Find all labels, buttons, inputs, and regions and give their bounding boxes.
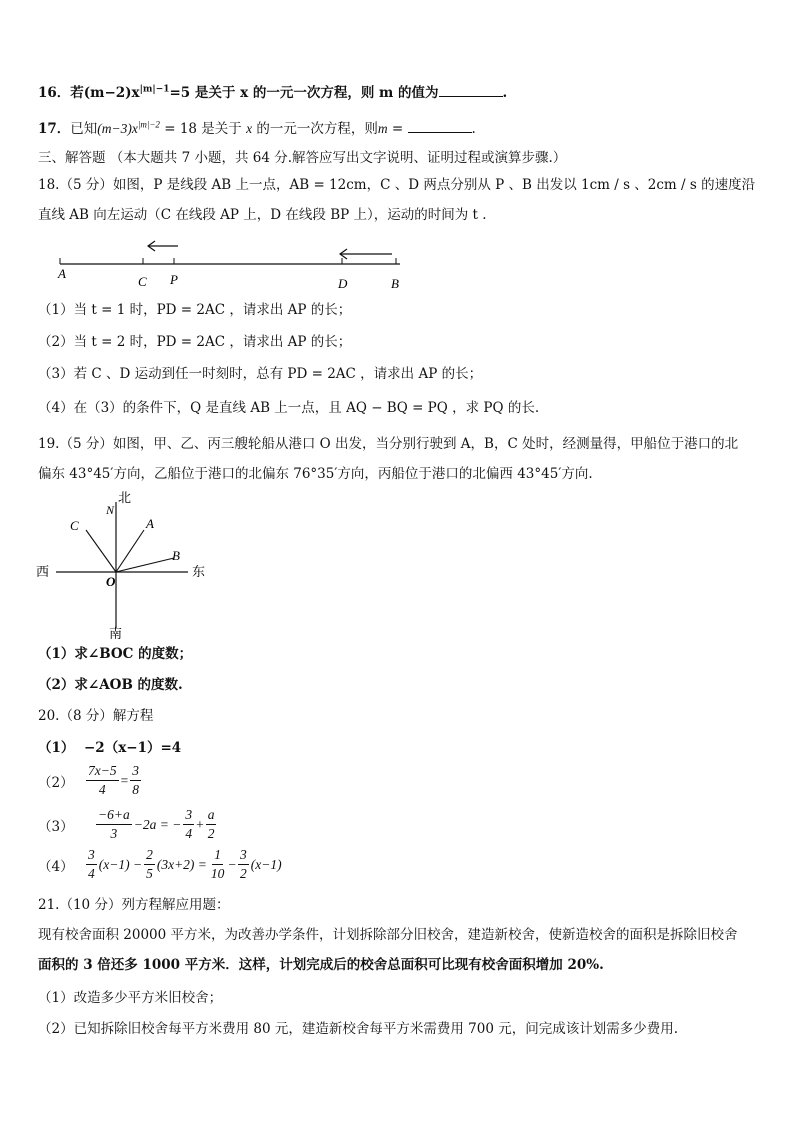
q21-part-2: （2）已知拆除旧校舍每平方米费用 80 元，建造新校舍每平方米需费用 700 元，问完成该计划需多少费用. (38, 1021, 678, 1037)
numerator: 2 (144, 846, 155, 865)
label-south: 南 (109, 626, 123, 640)
q17-var: x (246, 121, 253, 136)
denominator: 8 (132, 782, 139, 797)
label-o: O (106, 574, 116, 589)
denominator: 10 (210, 866, 225, 881)
label-east: 东 (192, 564, 206, 579)
q20-p4-label: （4） (38, 858, 74, 875)
left-arrow-icon (148, 241, 178, 251)
equals: = (120, 772, 129, 788)
ray-oc (86, 530, 116, 572)
numerator: a (206, 806, 217, 825)
q16-text-a: 若(m−2)x (70, 85, 140, 101)
q18-segment-figure (50, 232, 420, 294)
q20-title: 20.（8 分）解方程 (38, 708, 154, 724)
label-b: B (391, 276, 399, 291)
q21-body-line1: 现有校舍面积 20000 平方米，为改善办学条件，计划拆除部分旧校舍，建造新校舍，使新造校舍的面积是拆除旧校舍 (38, 927, 738, 943)
q16-text-b: =5 是关于 x 的一元一次方程，则 m 的值为 (169, 85, 439, 101)
fraction (86, 846, 97, 883)
q17-var2: m (377, 121, 388, 136)
section-heading: 三、解答题 （本大题共 7 小题，共 64 分.解答应写出文字说明、证明过程或演算步骤.） (38, 150, 567, 166)
q20-part-3 (38, 806, 218, 843)
q21-title: 21.（10 分）列方程解应用题： (38, 897, 230, 913)
label-a: A (58, 266, 66, 281)
fraction (130, 762, 141, 799)
numerator: 3 (86, 846, 97, 865)
expression: (x−1) − (98, 856, 143, 872)
q18-part-3: （3）若 C 、D 运动到任一时刻时，总有 PD = 2AC ，请求出 AP 的长； (38, 366, 483, 382)
q18-part-2: （2）当 t = 2 时，PD = 2AC ，请求出 AP 的长； (38, 334, 352, 350)
numerator: 3 (238, 846, 249, 865)
label-b: B (172, 548, 180, 563)
q21-body-line2: 面积的 3 倍还多 1000 平方米．这样，计划完成后的校舍总面积可比现有校舍面积增加 20%. (38, 957, 604, 973)
q20-p1-equation: −2（x−1）=4 (84, 740, 182, 756)
q19-part-2: （2）求∠AOB 的度数. (38, 677, 183, 693)
q20-p3-label: （3） (38, 818, 74, 835)
q21-part-1: （1）改造多少平方米旧校舍； (38, 990, 223, 1006)
q19-compass-figure (36, 490, 216, 640)
q19-part-1: （1）求∠BOC 的度数； (38, 646, 193, 662)
question-17 (38, 118, 476, 139)
q20-p1-label: （1） (38, 740, 75, 756)
q17-answer-blank[interactable] (408, 118, 472, 133)
label-west: 西 (36, 564, 50, 579)
expression: − (228, 856, 237, 872)
denominator: 3 (110, 826, 118, 841)
q19-intro-line2: 偏东 43°45′方向，乙船位于港口的北偏东 76°35′方向，丙船位于港口的北偏西 43°45′方向. (38, 466, 593, 482)
q19-intro-line1: 19.（5 分）如图，甲、乙、丙三艘轮船从港口 O 出发，当分别行驶到 A，B，C 处时，经测量得，甲船位于港口的北 (38, 436, 739, 452)
denominator: 2 (207, 826, 215, 841)
expression: −2a = − (133, 816, 182, 832)
label-a: A (146, 516, 154, 531)
q17-text-c: 的一元一次方程，则 (252, 121, 378, 137)
fraction (238, 846, 249, 883)
denominator: 4 (185, 826, 193, 841)
numerator: 7x−5 (86, 762, 119, 781)
q17-text-b: = 18 是关于 (159, 121, 247, 137)
numerator: 3 (130, 762, 141, 781)
numerator: 3 (183, 806, 194, 825)
q16-answer-blank[interactable] (439, 82, 503, 97)
ray-ob (116, 558, 174, 572)
q18-part-4: （4）在（3）的条件下，Q 是直线 AB 上一点，且 AQ − BQ = PQ ，求 PQ 的长. (38, 400, 540, 416)
q18-intro-line2: 直线 AB 向左运动（C 在线段 AP 上，D 在线段 BP 上），运动的时间为 t . (38, 207, 487, 223)
q17-number: 17． (38, 121, 71, 137)
fraction (96, 806, 132, 843)
q16-end: . (502, 85, 508, 101)
q18-intro-line1: 18.（5 分）如图，P 是线段 AB 上一点，AB = 12cm，C 、D 两点分别从 P 、B 出发以 1cm / s 、2cm / s 的速度沿 (38, 177, 756, 193)
fraction (183, 806, 194, 843)
denominator: 2 (240, 866, 247, 881)
expression: (x−1) (250, 856, 282, 872)
q16-number: 16． (38, 85, 71, 101)
q17-end: . (471, 121, 476, 137)
denominator: 4 (88, 866, 95, 881)
fraction (86, 762, 119, 799)
q20-part-2 (38, 762, 143, 799)
q17-exponent: |m|−2 (137, 119, 160, 130)
fraction (209, 846, 227, 883)
label-n: N (106, 503, 115, 517)
q17-expression: (m−3)x (97, 121, 138, 136)
q20-part-4 (38, 846, 282, 883)
denominator: 4 (98, 782, 106, 797)
q16-exponent: |m|−1 (139, 84, 170, 95)
expression: (3x+2) = (156, 856, 207, 872)
numerator: −6+a (96, 806, 132, 825)
question-16 (38, 82, 507, 103)
q17-text-a: 已知 (70, 121, 98, 137)
fraction (144, 846, 155, 883)
label-north: 北 (118, 490, 132, 505)
numerator: 1 (212, 846, 223, 865)
q17-text-d: = (387, 121, 408, 137)
q20-part-1 (38, 738, 181, 758)
q20-p2-label: （2） (38, 774, 74, 791)
left-arrow-icon (340, 249, 392, 259)
fraction (206, 806, 217, 843)
label-d: D (338, 276, 348, 291)
q18-part-1: （1）当 t = 1 时，PD = 2AC ，请求出 AP 的长； (38, 302, 352, 318)
label-c: C (138, 274, 147, 289)
plus: + (196, 816, 204, 832)
label-c: C (70, 518, 79, 533)
label-p: P (170, 272, 178, 287)
denominator: 5 (146, 866, 153, 881)
